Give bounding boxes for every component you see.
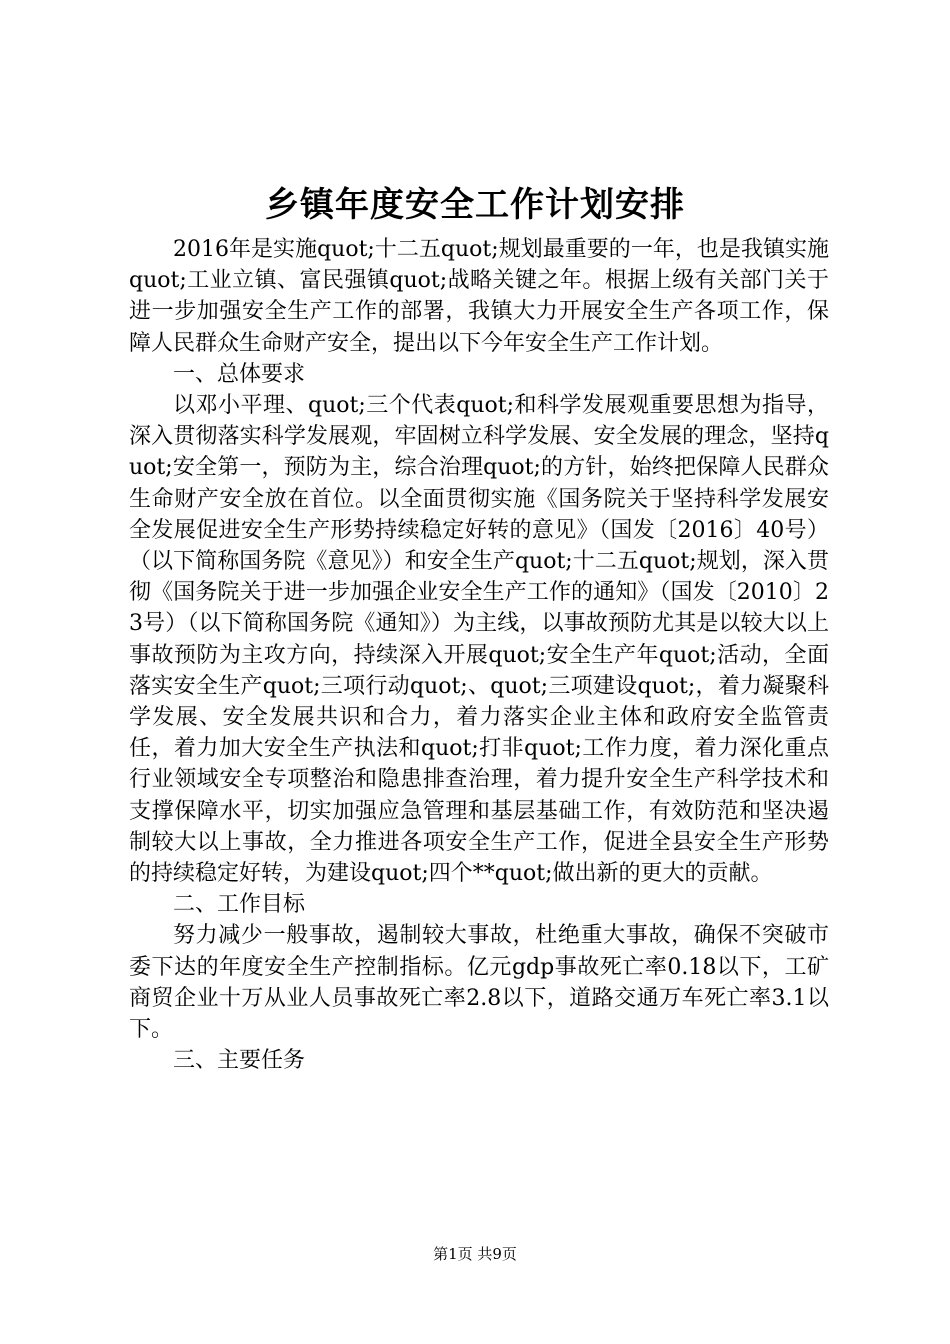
section-heading-work-goals: 二、工作目标 <box>173 892 306 918</box>
section-heading-general-requirements: 一、总体要求 <box>173 361 306 387</box>
paragraph-general-requirements: 以邓小平理、quot;三个代表quot;和科学发展观重要思想为指导，深入贯彻落实科学发展观，牢固树立科学发展、安全发展的理念，坚持quot;安全第一，预防为主，综合治理quot;的方针，始终把保障人民群众生命财产安全放在首位。以全面贯彻实施《国务院关于坚持科学发展安全发展促进安全生产形势持续稳定好转的意见》（国发〔2016〕40号）（以下简称国务院《意见》）和安全生产quot;十二五quot;规划，深入贯彻《国务院关于进一步加强企业安全生产工作的通知》（国发〔2010〕23号）（以下简称国务院《通知》）为主线，以事故预防尤其是以较大以上事故预防为主攻方向，持续深入开展quot;安全生产年quot;活动，全面落实安全生产quot;三项行动quot;、quot;三项建设quot;，着力凝聚科学发展、安全发展共识和合力，着力落实企业主体和政府安全监管责任，着力加大安全生产执法和quot;打非quot;工作力度，着力深化重点行业领域安全专项整治和隐患排查治理，着力提升安全生产科学技术和支撑保障水平，切实加强应急管理和基层基础工作，有效防范和坚决遏制较大以上事故，全力推进各项安全生产工作，促进全县安全生产形势的持续稳定好转，为建设quot;四个**quot;做出新的更大的贡献。 <box>129 393 829 887</box>
paragraph-work-goals: 努力减少一般事故，遏制较大事故，杜绝重大事故，确保不突破市委下达的年度安全生产控制指标。亿元gdp事故死亡率0.18以下，工矿商贸企业十万从业人员事故死亡率2.8以下，道路交通万车死亡率3.1以下。 <box>129 923 829 1043</box>
document-title: 乡镇年度安全工作计划安排 <box>265 185 685 225</box>
section-heading-main-tasks: 三、主要任务 <box>173 1048 306 1074</box>
page-number-footer: 第1页 共9页 <box>433 1245 517 1263</box>
paragraph-intro: 2016年是实施quot;十二五quot;规划最重要的一年，也是我镇实施quot;工业立镇、富民强镇quot;战略关键之年。根据上级有关部门关于进一步加强安全生产工作的部署，我镇大力开展安全生产各项工作，保障人民群众生命财产安全，提出以下今年安全生产工作计划。 <box>129 237 829 356</box>
document-body <box>129 234 829 1076</box>
